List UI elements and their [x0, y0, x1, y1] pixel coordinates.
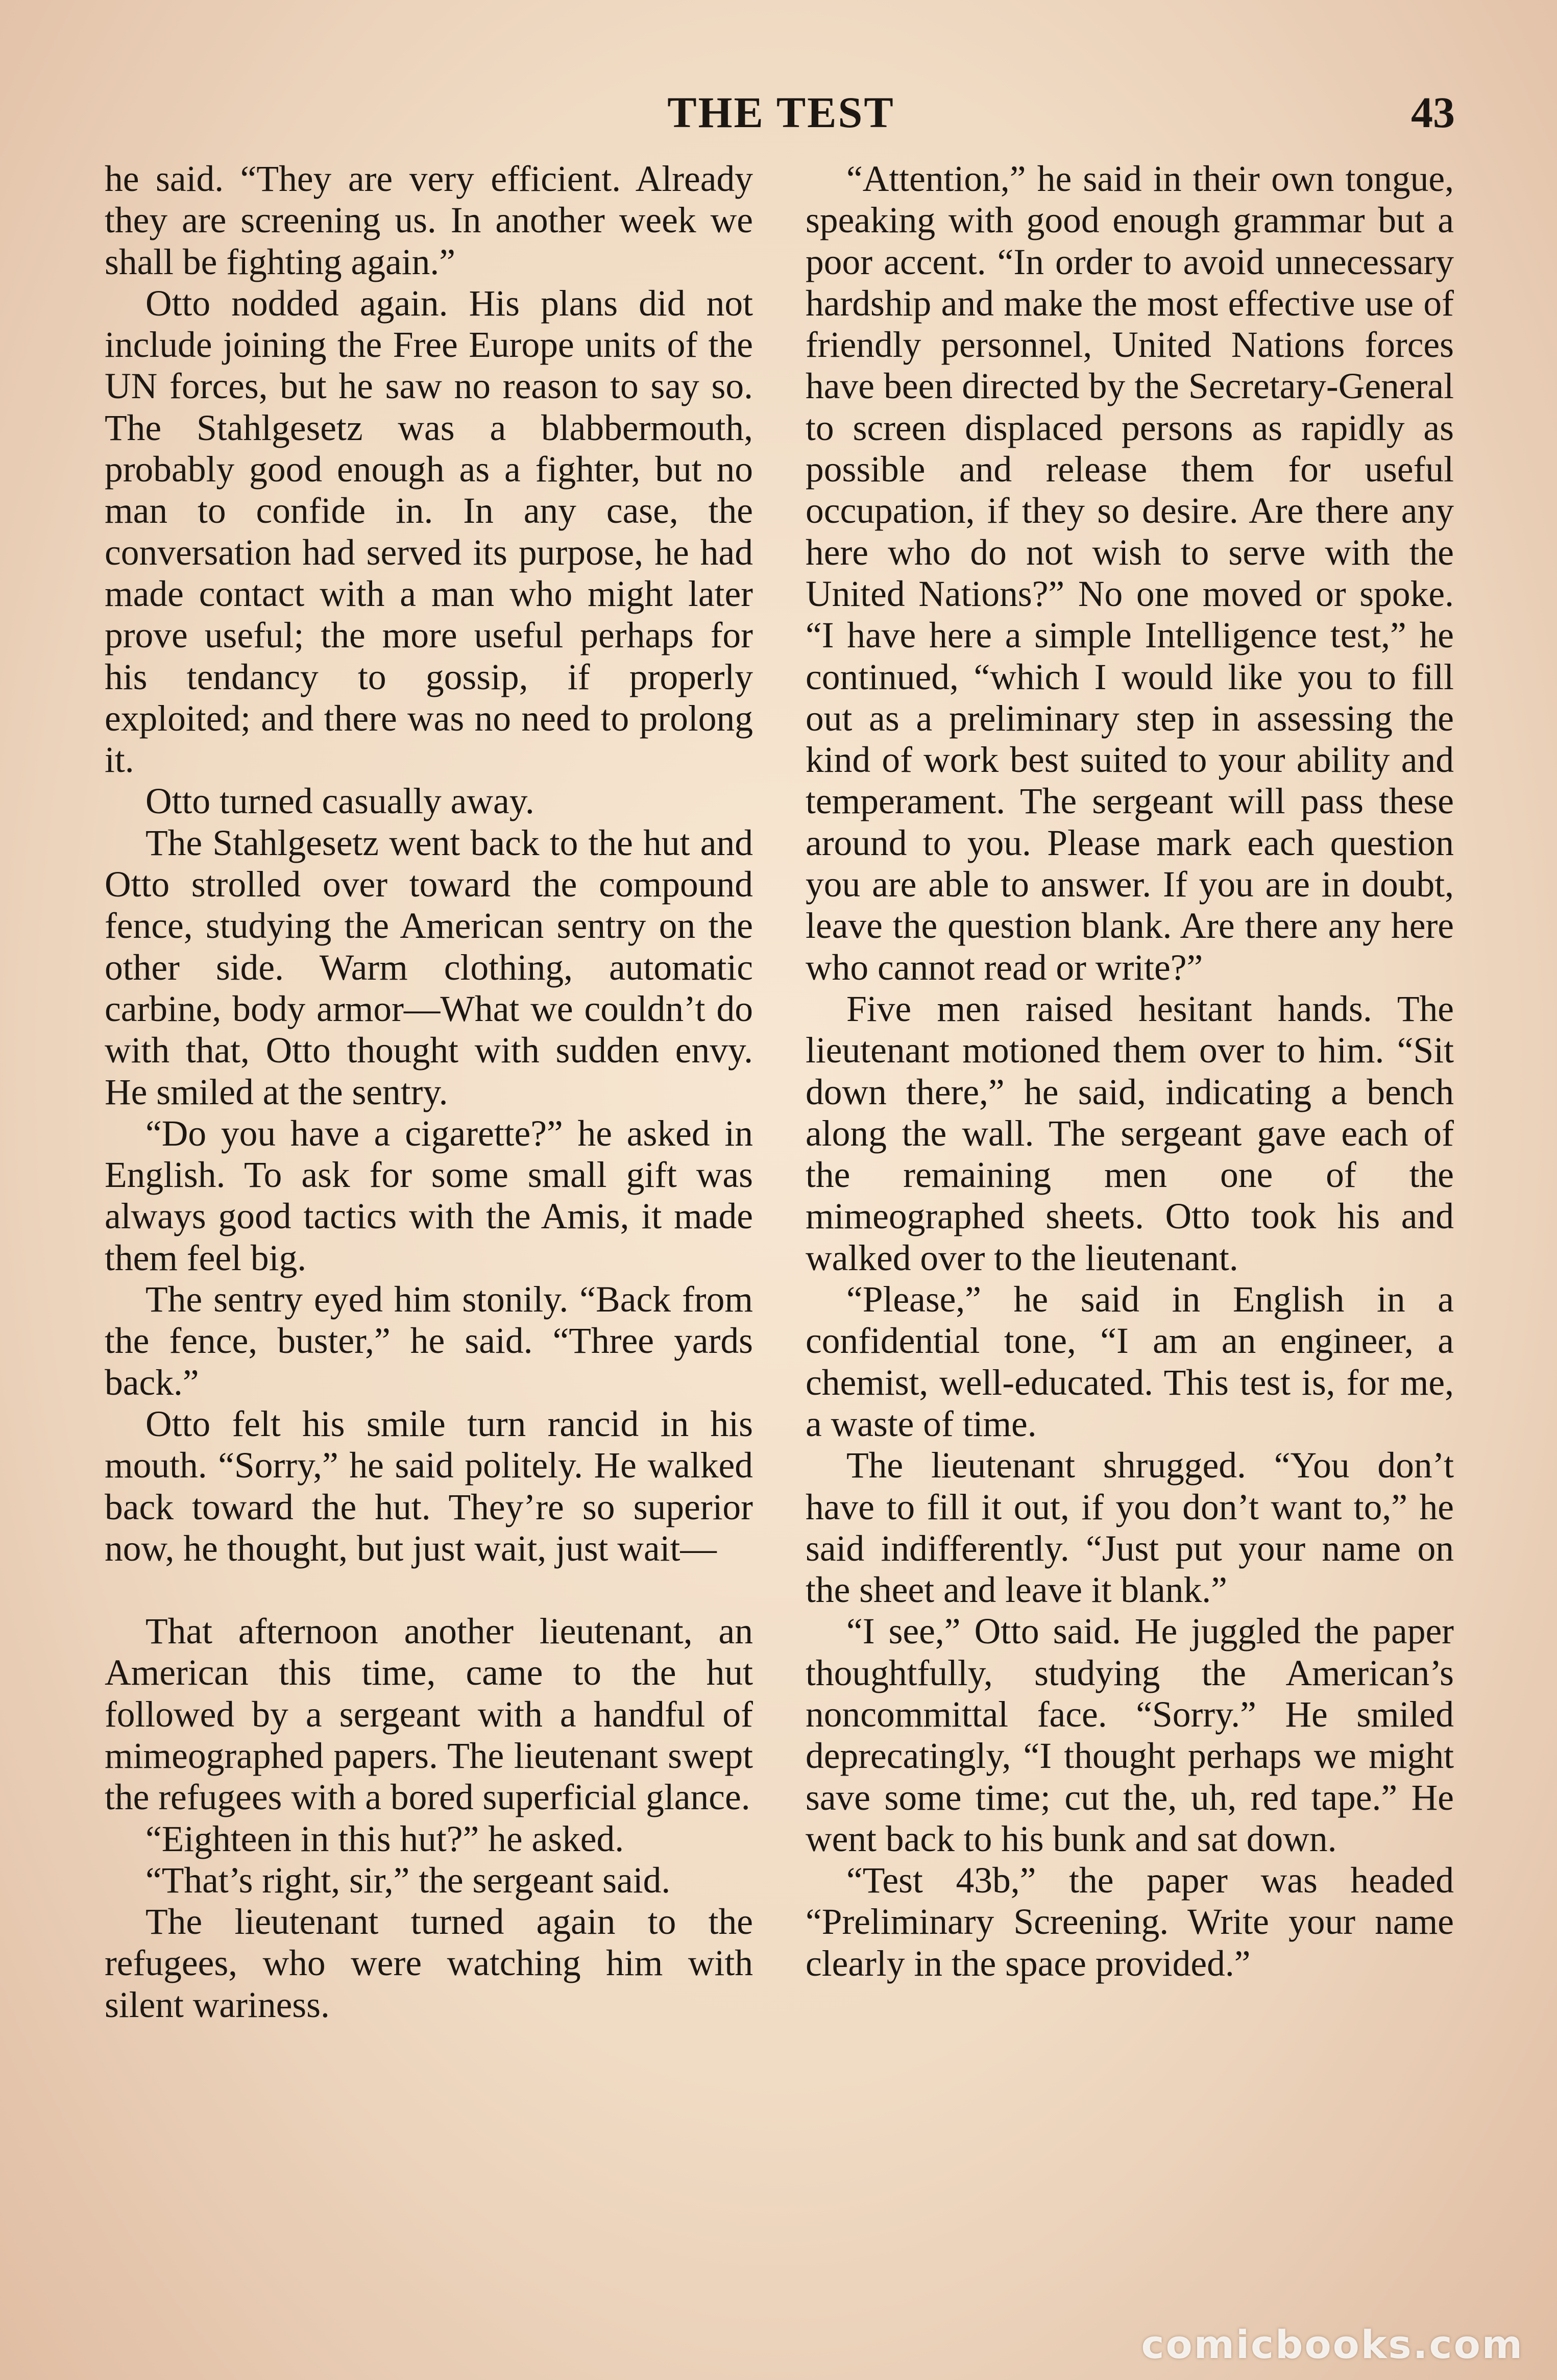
paragraph: The Stahlgesetz went back to the hut and Otto strolled over toward the compound fence, studying the American sentry on the other side. Warm clothing, automatic carbine, body armor—What we couldn’t do with that, Otto thought with sudden envy. He smiled at the sentry. [105, 822, 753, 1112]
paragraph: Five men raised hesitant hands. The lieutenant motioned them over to him. “Sit down there,” he said, indicating a bench along the wall. The sergeant gave each of the remaining men one of the mimeographed sheets. Otto took his and walked over to the lieutenant. [806, 988, 1454, 1278]
paragraph: The lieutenant turned again to the refugees, who were watching him with silent wariness. [105, 1902, 753, 2025]
paragraph: The sentry eyed him stonily. “Back from the fence, buster,” he said. “Three yards back.” [105, 1279, 753, 1403]
page-header [102, 84, 1460, 140]
paragraph: “Test 43b,” the paper was headed “Preliminary Screening. Write your name clearly in the space provided.” [806, 1860, 1454, 1984]
right-column [806, 158, 1454, 1984]
paragraph: The lieutenant shrugged. “You don’t have to fill it out, if you don’t want to,” he said indifferently. “Just put your name on the sheet and leave it blank.” [806, 1445, 1454, 1611]
paragraph: Otto nodded again. His plans did not include joining the Free Europe units of the UN forces, but he saw no reason to say so. The Stahlgesetz was a blabbermouth, probably good enough as a fighter, but no man to confide in. In any case, the conversation had served its purpose, he had made contact with a man who might later prove useful; the more useful perhaps for his tendancy to gossip, if properly exploited; and there was no need to prolong it. [105, 283, 753, 781]
paragraph: he said. “They are very efficient. Already they are screening us. In another week we shall be fighting again.” [105, 159, 753, 282]
left-column [105, 158, 753, 2026]
site-watermark: comicbooks.com [1141, 2322, 1524, 2367]
paragraph: “Eighteen in this hut?” he asked. [145, 1818, 624, 1859]
paragraph: “That’s right, sir,” the sergeant said. [145, 1860, 671, 1901]
paragraph: Otto felt his smile turn rancid in his mouth. “Sorry,” he said politely. He walked back toward the hut. They’re so superior now, he thought, but just wait, just wait— [105, 1403, 753, 1569]
paragraph: “Attention,” he said in their own tongue, speaking with good enough grammar but a poor accent. “In order to avoid unnecessary hardship and make the most effective use of friendly personnel, United Nations forces have been directed by the Secretary-General to screen displaced persons as rapidly as possible and release them for useful occupation, if they so desire. Are there any here who do not wish to serve with the United Nations?” No one moved or spoke. “I have here a simple Intelligence test,” he continued, “which I would like you to fill out as a preliminary step in assessing the kind of work best suited to your ability and temperament. The sergeant will pass these around to you. Please mark each question you are able to answer. If you are in doubt, leave the question blank. Are there any here who cannot read or write?” [806, 159, 1454, 988]
paragraph: Otto turned casually away. [145, 781, 534, 822]
running-title: THE TEST [667, 88, 895, 137]
paragraph: “Do you have a cigarette?” he asked in English. To ask for some small gift was always good tactics with the Amis, it made them feel big. [105, 1113, 753, 1278]
paragraph: “I see,” Otto said. He juggled the paper thoughtfully, studying the American’s noncommittal face. “Sorry.” He smiled deprecatingly, “I thought perhaps we might save some time; cut the, uh, red tape.” He went back to his bunk and sat down. [806, 1611, 1454, 1859]
paragraph: “Please,” he said in English in a confidential tone, “I am an engineer, a chemist, well-educated. This test is, for me, a waste of time. [806, 1279, 1454, 1444]
page-number: 43 [1411, 88, 1455, 137]
paragraph: That afternoon another lieutenant, an American this time, came to the hut followed by a sergeant with a handful of mimeographed papers. The lieutenant swept the refugees with a bored superficial glance. [105, 1611, 753, 1818]
